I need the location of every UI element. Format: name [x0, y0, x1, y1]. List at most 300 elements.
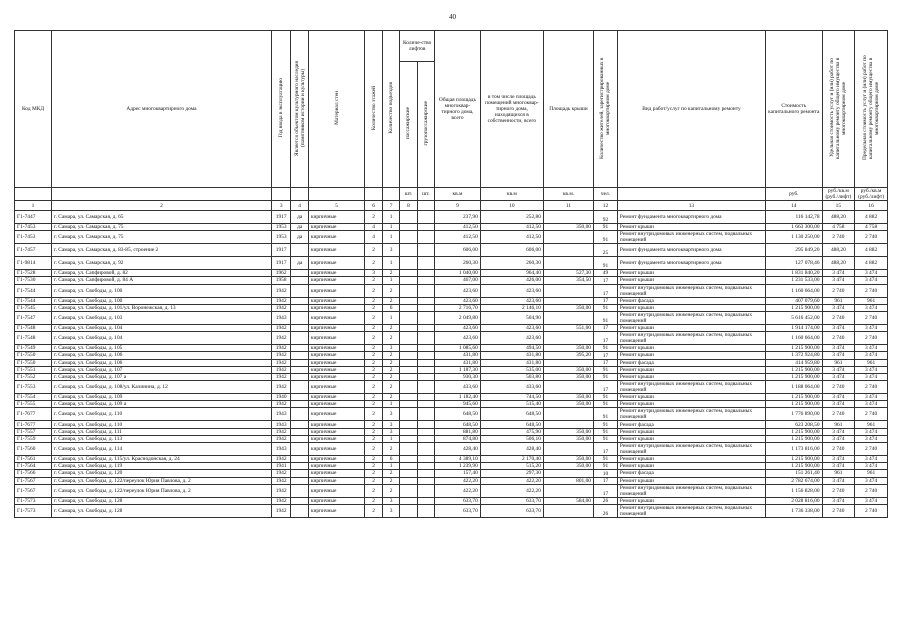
- cell-empty: [400, 231, 417, 244]
- cell-premises: 515,20: [480, 463, 543, 470]
- table-row: [15, 257, 888, 270]
- cell-cost: 1 215 900,00: [765, 401, 822, 408]
- cell-floors: 2: [365, 435, 382, 442]
- cell-wall: кирпичные: [308, 443, 365, 456]
- cell-heritage: да: [291, 257, 308, 270]
- cell-premises: 423,60: [480, 284, 543, 297]
- cell-cost: 1 736 338,00: [765, 504, 822, 517]
- table-row: [15, 428, 888, 435]
- cell-total: 881,80: [435, 428, 481, 435]
- col-header-works: Вид работ/услуг по капитальному ремонту: [617, 31, 765, 188]
- col-header-entrances: Количество подъездов: [382, 31, 399, 188]
- cell-total: 422,20: [435, 477, 481, 484]
- cell-unit: 488,20: [822, 257, 855, 270]
- cell-residents: 26: [593, 497, 617, 504]
- cell-cost: 414 959,80: [765, 359, 822, 366]
- cell-address: г. Самара, ул. Свободы, д. 103: [52, 311, 272, 324]
- cell-empty: [417, 443, 434, 456]
- cell-wall: кирпичные: [308, 394, 365, 401]
- cell-wall: кирпичные: [308, 477, 365, 484]
- cell-unit: 3 474: [822, 345, 855, 352]
- cell-cost: 127 078,46: [765, 257, 822, 270]
- cell-cost: 1 776 890,00: [765, 408, 822, 421]
- cell-empty: [400, 394, 417, 401]
- cell-wall: кирпичные: [308, 421, 365, 428]
- cell-work: Ремонт крыши: [617, 366, 765, 373]
- cell-year: 1942: [271, 359, 291, 366]
- cell-max: 3 474: [855, 270, 888, 277]
- cell-total: 433,60: [435, 381, 481, 394]
- cell-residents: 91: [593, 428, 617, 435]
- cell-floors: 2: [365, 352, 382, 359]
- cell-empty: [400, 408, 417, 421]
- cell-empty: [417, 297, 434, 304]
- cell-work: Ремонт крыши: [617, 497, 765, 504]
- table-row: [15, 456, 888, 463]
- cell-heritage: [291, 297, 308, 304]
- cell-entrances: 2: [382, 284, 399, 297]
- col-header-premises-area: в том числе площадь помещений многоквар-тирного дома, находящихся в собственности, всего: [480, 31, 543, 188]
- cell-roof: [543, 443, 593, 456]
- cell-empty: [417, 401, 434, 408]
- cell-max: 3 474: [855, 366, 888, 373]
- cell-floors: 2: [365, 345, 382, 352]
- cell-address: г. Самара, ул. Самарская, д. 75: [52, 224, 272, 231]
- cell-work: Ремонт внутридомовых инженерных систем, подвальных помещений: [617, 284, 765, 297]
- cell-wall: кирпичные: [308, 456, 365, 463]
- cell-year: 1942: [271, 373, 291, 380]
- col-header-lifts-pass: пассажирские: [400, 62, 417, 188]
- cell-heritage: [291, 401, 308, 408]
- cell-entrances: 6: [382, 456, 399, 463]
- cell-code: Г1-7447: [15, 211, 52, 224]
- col-header-address: Адрес многоквартирного дома: [52, 31, 272, 188]
- cell-empty: [400, 504, 417, 517]
- cell-premises: 431,80: [480, 352, 543, 359]
- cell-code: Г1-7453: [15, 231, 52, 244]
- cell-empty: [417, 244, 434, 257]
- cell-unit: 3 474: [822, 456, 855, 463]
- cell-wall: кирпичные: [308, 401, 365, 408]
- cell-total: 428,40: [435, 443, 481, 456]
- cell-work: Ремонт крыши: [617, 304, 765, 311]
- cell-empty: [400, 381, 417, 394]
- table-row: [15, 211, 888, 224]
- cell-roof: [543, 359, 593, 366]
- cell-premises: 423,60: [480, 324, 543, 331]
- cell-empty: [417, 231, 434, 244]
- col-header-lifts: Количе-ство лифтов: [400, 31, 435, 62]
- cell-address: г. Самара, ул. Свободы, д. 100: [52, 297, 272, 304]
- cell-cost: 1 160 664,00: [765, 332, 822, 345]
- cell-max: 3 474: [855, 401, 888, 408]
- table-row: [15, 408, 888, 421]
- cell-entrances: 2: [382, 477, 399, 484]
- cell-unit: 3 474: [822, 352, 855, 359]
- cell-residents: 91: [593, 401, 617, 408]
- cell-unit: 3 474: [822, 373, 855, 380]
- cell-entrances: 1: [382, 463, 399, 470]
- cell-year: 1942: [271, 504, 291, 517]
- cell-cost: 1 831 840,20: [765, 270, 822, 277]
- cell-cost: 1 215 900,00: [765, 428, 822, 435]
- cell-empty: [417, 345, 434, 352]
- cell-address: г. Самара, ул. Свободы, д. 105: [52, 345, 272, 352]
- cell-total: 1 085,60: [435, 345, 481, 352]
- cell-address: г. Самара, ул. Свободы, д. 110: [52, 421, 272, 428]
- col-num: 12: [593, 201, 617, 211]
- cell-address: г. Самара, ул. Самарская, д. 65: [52, 211, 272, 224]
- cell-empty: [400, 484, 417, 497]
- cell-residents: 91: [593, 311, 617, 324]
- cell-work: Ремонт крыши: [617, 352, 765, 359]
- cell-work: Ремонт крыши: [617, 324, 765, 331]
- cell-code: Г1-7567: [15, 477, 52, 484]
- cell-code: Г1-7555: [15, 401, 52, 408]
- cell-total: 1 182,40: [435, 394, 481, 401]
- cell-residents: 91: [593, 345, 617, 352]
- cell-wall: кирпичные: [308, 332, 365, 345]
- cell-entrances: 2: [382, 332, 399, 345]
- cell-cost: 295 849,20: [765, 244, 822, 257]
- table-row: [15, 497, 888, 504]
- cell-unit: 3 474: [822, 304, 855, 311]
- cell-cost: 1 914 174,00: [765, 324, 822, 331]
- cell-floors: 2: [365, 324, 382, 331]
- cell-empty: [400, 257, 417, 270]
- cell-residents: 17: [593, 277, 617, 284]
- cell-total: 423,60: [435, 284, 481, 297]
- cell-roof: [543, 311, 593, 324]
- cell-floors: 2: [365, 366, 382, 373]
- cell-heritage: [291, 345, 308, 352]
- cell-premises: 503,80: [480, 373, 543, 380]
- cell-empty: [417, 211, 434, 224]
- cell-year: 1942: [271, 477, 291, 484]
- cell-unit: 961: [822, 470, 855, 477]
- cell-roof: [543, 284, 593, 297]
- cell-premises: 964,40: [480, 270, 543, 277]
- cell-residents: 91: [593, 394, 617, 401]
- cell-unit: 961: [822, 359, 855, 366]
- cell-year: 1942: [271, 381, 291, 394]
- cell-cost: 1 372 924,80: [765, 352, 822, 359]
- cell-roof: 350,00: [543, 345, 593, 352]
- cell-max: 3 474: [855, 277, 888, 284]
- cell-total: 467,00: [435, 277, 481, 284]
- cell-max: 4 882: [855, 211, 888, 224]
- col-num: 11: [543, 201, 593, 211]
- cell-residents: 17: [593, 352, 617, 359]
- cell-total: 1 040,00: [435, 270, 481, 277]
- table-row: [15, 231, 888, 244]
- cell-total: 157,40: [435, 470, 481, 477]
- cell-address: г. Самара, ул. Свободы, д. 128: [52, 497, 272, 504]
- cell-max: 961: [855, 297, 888, 304]
- cell-premises: 504,90: [480, 311, 543, 324]
- cell-total: 431,80: [435, 352, 481, 359]
- cell-empty: [417, 366, 434, 373]
- cell-entrances: 1: [382, 435, 399, 442]
- cell-cost: 1 173 816,00: [765, 443, 822, 456]
- cell-floors: 2: [365, 470, 382, 477]
- cell-empty: [400, 297, 417, 304]
- cell-residents: 17: [593, 332, 617, 345]
- cell-cost: 1 215 900,00: [765, 463, 822, 470]
- cell-year: 1942: [271, 484, 291, 497]
- cell-floors: 4: [365, 231, 382, 244]
- cell-total: 945,60: [435, 401, 481, 408]
- cell-entrances: 3: [382, 428, 399, 435]
- cell-wall: кирпичные: [308, 311, 365, 324]
- cell-wall: кирпичные: [308, 324, 365, 331]
- cell-year: 1942: [271, 352, 291, 359]
- cell-max: 4 758: [855, 224, 888, 231]
- table-row: [15, 224, 888, 231]
- cell-wall: кирпичные: [308, 270, 365, 277]
- table-header: [15, 31, 888, 211]
- cell-work: Ремонт крыши: [617, 373, 765, 380]
- cell-premises: 535,00: [480, 366, 543, 373]
- cell-empty: [400, 497, 417, 504]
- table-row: [15, 381, 888, 394]
- cell-total: 633,70: [435, 504, 481, 517]
- table-row: [15, 284, 888, 297]
- cell-empty: [417, 394, 434, 401]
- cell-unit: 3 474: [822, 435, 855, 442]
- cell-code: Г1-7677: [15, 408, 52, 421]
- cell-cost: 2 028 816,00: [765, 497, 822, 504]
- cell-roof: [543, 408, 593, 421]
- cell-total: 1 239,90: [435, 463, 481, 470]
- cell-heritage: [291, 484, 308, 497]
- cell-empty: [417, 224, 434, 231]
- cell-year: 1953: [271, 231, 291, 244]
- cell-year: 1943: [271, 408, 291, 421]
- cell-roof: [543, 381, 593, 394]
- cell-address: г. Самара, ул. Свободы, д. 107 а: [52, 373, 272, 380]
- cell-roof: 584,00: [543, 497, 593, 504]
- cell-year: 1940: [271, 394, 291, 401]
- cell-empty: [400, 324, 417, 331]
- cell-year: 1942: [271, 284, 291, 297]
- cell-work: Ремонт крыши: [617, 277, 765, 284]
- cell-empty: [417, 352, 434, 359]
- cell-residents: 91: [593, 373, 617, 380]
- cell-roof: 350,00: [543, 401, 593, 408]
- cell-address: г. Самара, ул. Самарская, д. 92: [52, 257, 272, 270]
- cell-work: Ремонт внутридомовых инженерных систем, подвальных помещений: [617, 504, 765, 517]
- cell-work: Ремонт фундамента многоквартирного дома: [617, 257, 765, 270]
- cell-empty: [400, 277, 417, 284]
- cell-wall: кирпичные: [308, 304, 365, 311]
- cell-work: Ремонт фундамента многоквартирного дома: [617, 244, 765, 257]
- cell-code: Г1-7547: [15, 311, 52, 324]
- cell-year: 1943: [271, 311, 291, 324]
- cell-year: 1943: [271, 421, 291, 428]
- cell-unit: 2 740: [822, 284, 855, 297]
- cell-floors: 2: [365, 311, 382, 324]
- cell-residents: 17: [593, 297, 617, 304]
- col-num: 10: [480, 201, 543, 211]
- cell-empty: [400, 244, 417, 257]
- cell-code: Г1-9814: [15, 257, 52, 270]
- cell-premises: 606,00: [480, 244, 543, 257]
- cell-max: 2 740: [855, 381, 888, 394]
- cell-unit: 2 740: [822, 484, 855, 497]
- cell-total: 930,30: [435, 373, 481, 380]
- cell-entrances: 2: [382, 297, 399, 304]
- cell-heritage: [291, 352, 308, 359]
- cell-work: Ремонт крыши: [617, 477, 765, 484]
- cell-empty: [417, 477, 434, 484]
- cell-floors: 2: [365, 373, 382, 380]
- col-header-total-area: Общая площадь многоквар-тирного дома, всего: [435, 31, 481, 188]
- cell-floors: 2: [365, 211, 382, 224]
- cell-code: Г1-7544: [15, 297, 52, 304]
- cell-year: 1962: [271, 270, 291, 277]
- cell-roof: [543, 470, 593, 477]
- cell-floors: 2: [365, 497, 382, 504]
- cell-residents: 17: [593, 477, 617, 484]
- cell-entrances: 2: [382, 359, 399, 366]
- cell-max: 2 740: [855, 504, 888, 517]
- cell-premises: 515,40: [480, 401, 543, 408]
- table-row: [15, 443, 888, 456]
- cell-cost: 2 782 674,00: [765, 477, 822, 484]
- cell-max: 3 474: [855, 456, 888, 463]
- cell-total: 412,50: [435, 231, 481, 244]
- cell-code: Г1-7561: [15, 456, 52, 463]
- cell-year: 1917: [271, 257, 291, 270]
- cell-code: Г1-7545: [15, 304, 52, 311]
- cell-heritage: [291, 381, 308, 394]
- cell-address: г. Самара, ул. Свободы, д. 122/переулок Юрия Павлова, д. 2: [52, 484, 272, 497]
- cell-premises: 423,60: [480, 297, 543, 304]
- cell-empty: [417, 456, 434, 463]
- cell-entrances: 2: [382, 366, 399, 373]
- cell-work: Ремонт крыши: [617, 456, 765, 463]
- cell-roof: 551,00: [543, 324, 593, 331]
- cell-empty: [417, 408, 434, 421]
- cell-empty: [417, 257, 434, 270]
- cell-cost: 1 215 900,00: [765, 345, 822, 352]
- cell-floors: 2: [365, 277, 382, 284]
- cell-entrances: 1: [382, 277, 399, 284]
- cell-max: 3 474: [855, 345, 888, 352]
- cell-residents: 91: [593, 456, 617, 463]
- cell-code: Г1-7567: [15, 484, 52, 497]
- cell-empty: [417, 497, 434, 504]
- cell-year: 1942: [271, 345, 291, 352]
- cell-heritage: [291, 277, 308, 284]
- table-row: [15, 470, 888, 477]
- cell-heritage: [291, 463, 308, 470]
- col-num: 15: [822, 201, 855, 211]
- cell-heritage: [291, 421, 308, 428]
- cell-cost: 1 130 250,00: [765, 231, 822, 244]
- table-row: [15, 352, 888, 359]
- cell-floors: 2: [365, 284, 382, 297]
- cell-year: 1941: [271, 463, 291, 470]
- cell-work: Ремонт крыши: [617, 428, 765, 435]
- cell-unit: 3 474: [822, 324, 855, 331]
- cell-floors: 2: [365, 504, 382, 517]
- cell-wall: кирпичные: [308, 484, 365, 497]
- cell-residents: 25: [593, 244, 617, 257]
- cell-unit: 2 740: [822, 443, 855, 456]
- cell-entrances: 1: [382, 211, 399, 224]
- cell-empty: [417, 304, 434, 311]
- cell-heritage: [291, 428, 308, 435]
- cell-empty: [417, 277, 434, 284]
- cell-roof: [543, 332, 593, 345]
- col-header-code: Код МКД: [15, 31, 52, 188]
- cell-heritage: да: [291, 211, 308, 224]
- cell-residents: 91: [593, 257, 617, 270]
- cell-empty: [400, 352, 417, 359]
- cell-total: 237,90: [435, 211, 481, 224]
- cell-total: 423,60: [435, 297, 481, 304]
- cell-cost: 151 261,40: [765, 470, 822, 477]
- table-row: [15, 359, 888, 366]
- cell-code: Г1-7549: [15, 345, 52, 352]
- cell-work: Ремонт крыши: [617, 435, 765, 442]
- cell-roof: [543, 421, 593, 428]
- cell-heritage: [291, 244, 308, 257]
- cell-empty: [400, 304, 417, 311]
- cell-total: 431,80: [435, 359, 481, 366]
- cell-address: г. Самара, ул. Свободы, д. 109 а: [52, 401, 272, 408]
- cell-cost: 116 142,78: [765, 211, 822, 224]
- cell-roof: 350,00: [543, 304, 593, 311]
- cell-cost: 1 215 900,00: [765, 366, 822, 373]
- cell-work: Ремонт фасада: [617, 297, 765, 304]
- cell-cost: 1 160 664,00: [765, 284, 822, 297]
- table-row: [15, 304, 888, 311]
- cell-unit: 2 740: [822, 408, 855, 421]
- cell-premises: 422,20: [480, 477, 543, 484]
- cell-heritage: [291, 470, 308, 477]
- cell-premises: 252,80: [480, 211, 543, 224]
- cell-code: Г1-7677: [15, 421, 52, 428]
- cell-unit: 2 740: [822, 504, 855, 517]
- cell-code: Г1-7528: [15, 270, 52, 277]
- cell-cost: 407 079,60: [765, 297, 822, 304]
- cell-wall: кирпичные: [308, 497, 365, 504]
- cell-entrances: 1: [382, 231, 399, 244]
- cell-total: 648,50: [435, 408, 481, 421]
- cell-code: Г1-7453: [15, 224, 52, 231]
- cell-entrances: 3: [382, 244, 399, 257]
- cell-address: г. Самара, ул. Свободы, д. 120: [52, 470, 272, 477]
- table-row: [15, 435, 888, 442]
- cell-unit: 2 740: [822, 311, 855, 324]
- cell-wall: кирпичные: [308, 408, 365, 421]
- cell-wall: кирпичные: [308, 359, 365, 366]
- cell-address: г. Самара, ул. Свободы, д. 113: [52, 435, 272, 442]
- cell-total: 606,00: [435, 244, 481, 257]
- cell-heritage: [291, 394, 308, 401]
- cell-premises: 2 170,40: [480, 456, 543, 463]
- cell-floors: 2: [365, 421, 382, 428]
- cell-wall: кирпичные: [308, 297, 365, 304]
- col-num: 9: [435, 201, 481, 211]
- cell-address: г. Самара, ул. Свободы, д. 101/ул. Воронежская, д. 13: [52, 304, 272, 311]
- cell-heritage: [291, 284, 308, 297]
- cell-roof: [543, 231, 593, 244]
- cell-premises: 633,70: [480, 497, 543, 504]
